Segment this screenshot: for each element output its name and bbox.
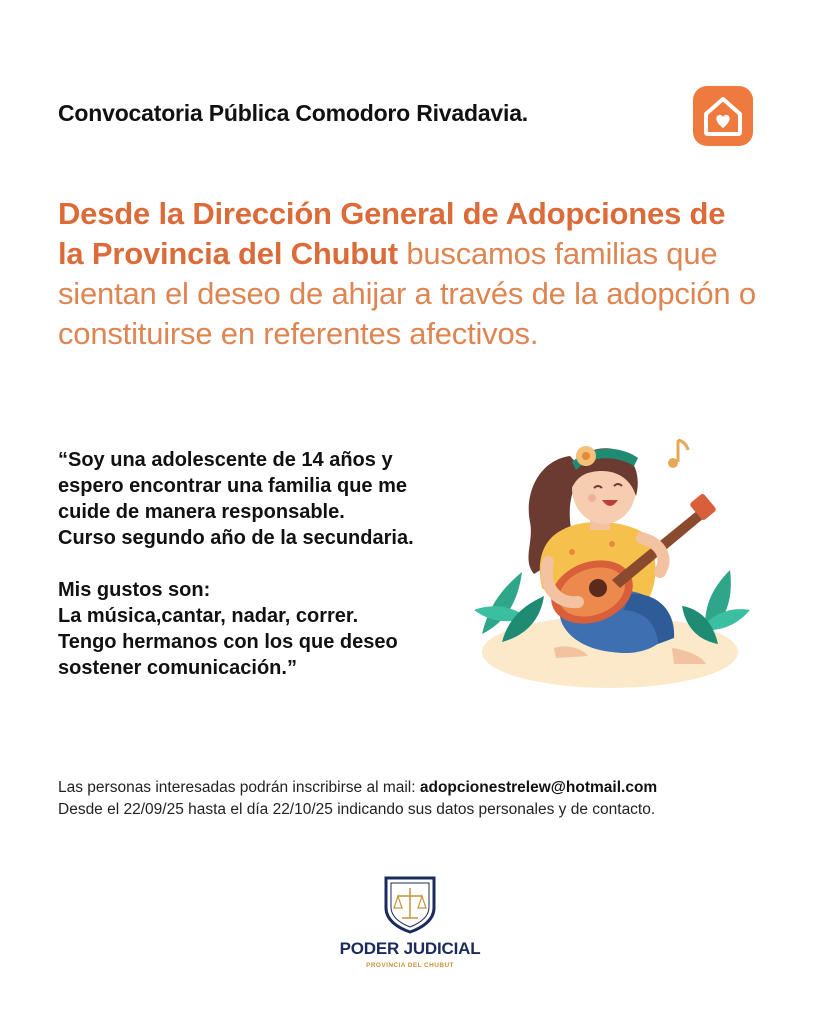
footer-info: [58, 777, 778, 821]
quote-line: “Soy una adolescente de 14 años y: [58, 449, 393, 471]
quote-line: Mis gustos son:: [58, 579, 211, 601]
logo-subtitle: PROVINCIA DEL CHUBUT: [366, 962, 454, 969]
home-heart-icon: [693, 86, 753, 146]
poder-judicial-shield-icon: [380, 874, 440, 939]
logo-name: PODER JUDICIAL: [339, 939, 481, 958]
footer-line-2: Desde el 22/09/25 hasta el día 22/10/25 indicando sus datos personales y de contacto.: [58, 801, 656, 818]
quote-line: cuide de manera responsable.: [58, 501, 345, 523]
quote-line: sostener comunicación.”: [58, 657, 297, 679]
quote-line: La música,cantar, nadar, correr.: [58, 605, 359, 627]
girl-playing-guitar-illustration: [462, 412, 762, 702]
quote-line: Curso segundo año de la secundaria.: [58, 527, 414, 549]
lead-paragraph: [58, 194, 758, 354]
contact-email[interactable]: adopcionestrelew@hotmail.com: [419, 779, 658, 796]
page-title: Convocatoria Pública Comodoro Rivadavia.: [58, 100, 528, 126]
testimony-quote: [58, 447, 478, 681]
quote-line: Tengo hermanos con los que deseo: [58, 631, 398, 653]
quote-line: espero encontrar una familia que me: [58, 475, 407, 497]
footer-line-1: Las personas interesadas podrán inscribirse al mail: adopcionestrelew@hotmail.com: [58, 779, 658, 796]
lead-bold-text: Desde la Dirección General de Adopciones de la Provincia del Chubut: [58, 196, 726, 271]
lead-regular-text: buscamos familias que sientan el deseo de ahijar a través de la adopción o constituirse en referentes afectivos.: [58, 236, 756, 351]
